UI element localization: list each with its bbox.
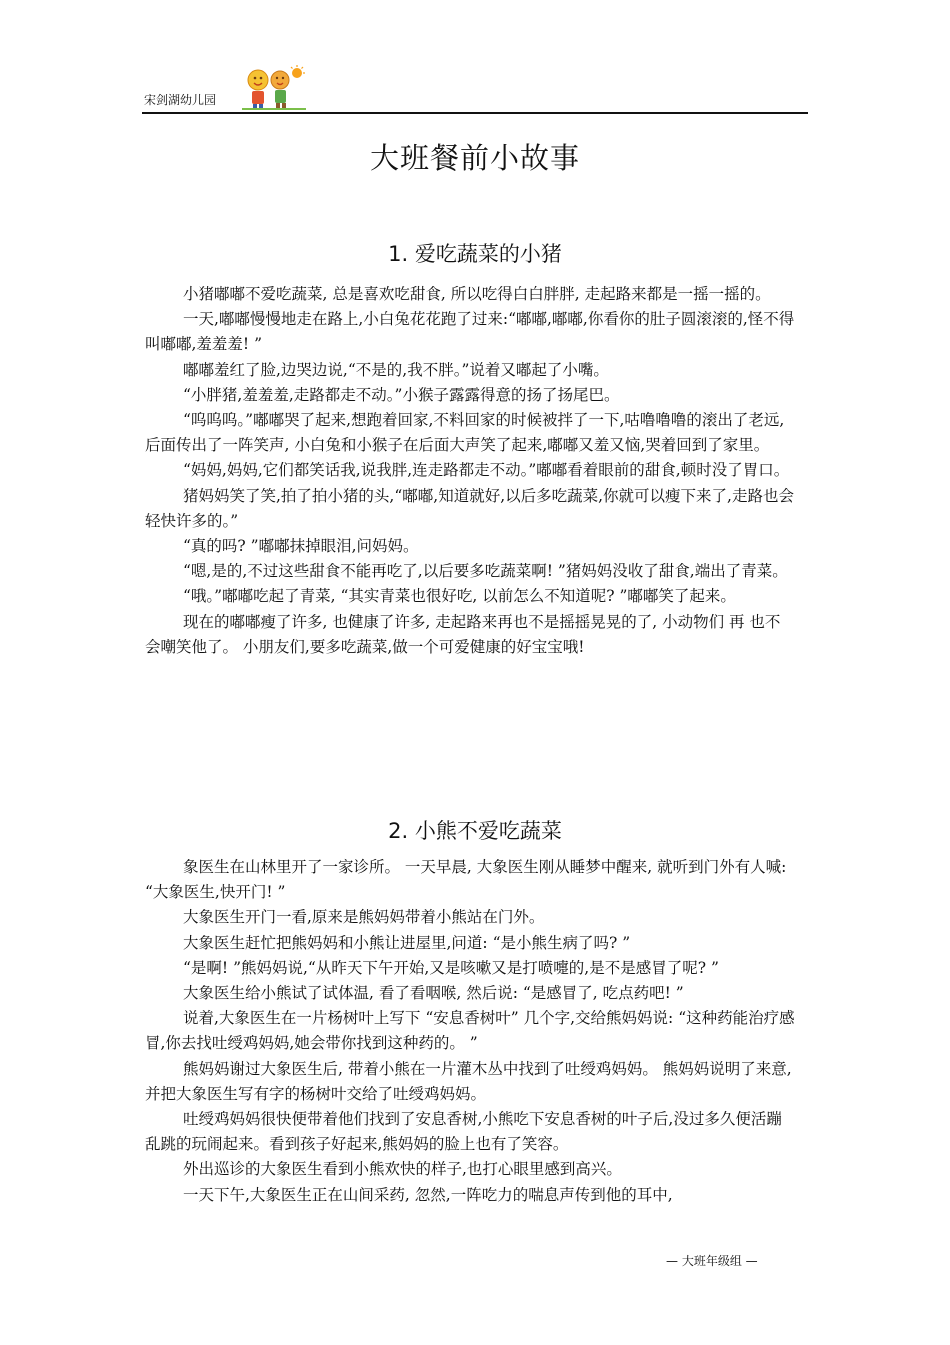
school-name: 宋剑湖幼儿园 — [144, 93, 217, 107]
paragraph: 吐绶鸡妈妈很快便带着他们找到了安息香树,小熊吃下安息香树的叶子后,没过多久便活蹦乱跳的玩闹起来。看到孩子好起来,熊妈妈的脸上也有了笑容。 — [145, 1110, 782, 1154]
paragraph: “是啊! ”熊妈妈说,“从昨天下午开始,又是咳嗽又是打喷嚏的,是不是感冒了呢? ” — [183, 958, 719, 977]
paragraph: “嗯,是的,不过这些甜食不能再吃了,以后要多吃蔬菜啊! ”猪妈妈没收了甜食,端出了青菜。 — [183, 562, 788, 581]
page-header — [142, 62, 808, 114]
section-title: 1. 爱吃蔬菜的小猪 — [388, 242, 562, 266]
section-body — [145, 855, 795, 1208]
section-title: 2. 小熊不爱吃蔬菜 — [388, 819, 562, 843]
paragraph: 现在的嘟嘟瘦了许多, 也健康了许多, 走起路来再也不是摇摇晃晃的了, 小动物们 再 也不会嘲笑他了。 小朋友们,要多吃蔬菜,做一个可爱健康的好宝宝哦! — [145, 612, 781, 656]
paragraph: 大象医生给小熊试了试体温, 看了看咽喉, 然后说: “是感冒了, 吃点药吧! ” — [183, 984, 684, 1003]
paragraph: 小猪嘟嘟不爱吃蔬菜, 总是喜欢吃甜食, 所以吃得白白胖胖, 走起路来都是一摇一摇的。 — [183, 285, 771, 303]
document-title: 大班餐前小故事 — [369, 141, 580, 175]
section-body — [145, 282, 795, 660]
paragraph: “妈妈,妈妈,它们都笑话我,说我胖,连走路都走不动。”嘟嘟看着眼前的甜食,顿时没了胃口。 — [183, 461, 790, 480]
paragraph: 象医生在山林里开了一家诊所。 一天早晨, 大象医生刚从睡梦中醒来, 就听到门外有人喊: “大象医生,快开门! ” — [145, 858, 787, 902]
paragraph: 熊妈妈谢过大象医生后, 带着小熊在一片灌木丛中找到了吐绶鸡妈妈。 熊妈妈说明了来意,并把大象医生写有字的杨树叶交给了吐绶鸡妈妈。 — [145, 1059, 792, 1103]
paragraph: 猪妈妈笑了笑,拍了拍小猪的头,“嘟嘟,知道就好,以后多吃蔬菜,你就可以瘦下来了,走路也会轻快许多的。” — [145, 486, 794, 530]
paragraph: 大象医生开门一看,原来是熊妈妈带着小熊站在门外。 — [183, 908, 545, 927]
paragraph: 大象医生赶忙把熊妈妈和小熊让进屋里,问道: “是小熊生病了吗? ” — [183, 933, 631, 952]
paragraph: 外出巡诊的大象医生看到小熊欢快的样子,也打心眼里感到高兴。 — [183, 1160, 622, 1179]
paragraph: 说着,大象医生在一片杨树叶上写下 “安息香树叶” 几个字,交给熊妈妈说: “这种药能治疗感冒,你去找吐绶鸡妈妈,她会带你找到这种药的。 ” — [145, 1009, 795, 1053]
kindergarten-logo-icon — [242, 64, 306, 110]
paragraph: 一天下午,大象医生正在山间采药, 忽然,一阵吃力的喘息声传到他的耳中, — [183, 1185, 673, 1204]
paragraph: “小胖猪,羞羞羞,走路都走不动。”小猴子露露得意的扬了扬尾巴。 — [183, 385, 620, 404]
paragraph: “哦。”嘟嘟吃起了青菜, “其实青菜也很好吃, 以前怎么不知道呢? ”嘟嘟笑了起来。 — [183, 587, 736, 606]
paragraph: 嘟嘟羞红了脸,边哭边说,“不是的,我不胖。”说着又嘟起了小嘴。 — [183, 360, 609, 379]
paragraph: “呜呜呜。”嘟嘟哭了起来,想跑着回家,不料回家的时候被拌了一下,咕噜噜噜的滚出了老远, 后面传出了一阵笑声, 小白兔和小猴子在后面大声笑了起来,嘟嘟又羞又恼,哭着回到了家里。 — [145, 411, 785, 455]
paragraph: “真的吗? ”嘟嘟抹掉眼泪,问妈妈。 — [183, 537, 419, 556]
page-footer: — 大班年级组 — — [666, 1254, 758, 1268]
paragraph: 一天,嘟嘟慢慢地走在路上,小白兔花花跑了过来:“嘟嘟,嘟嘟,你看你的肚子圆滚滚的,怪不得叫嘟嘟,羞羞羞! ” — [145, 310, 795, 354]
